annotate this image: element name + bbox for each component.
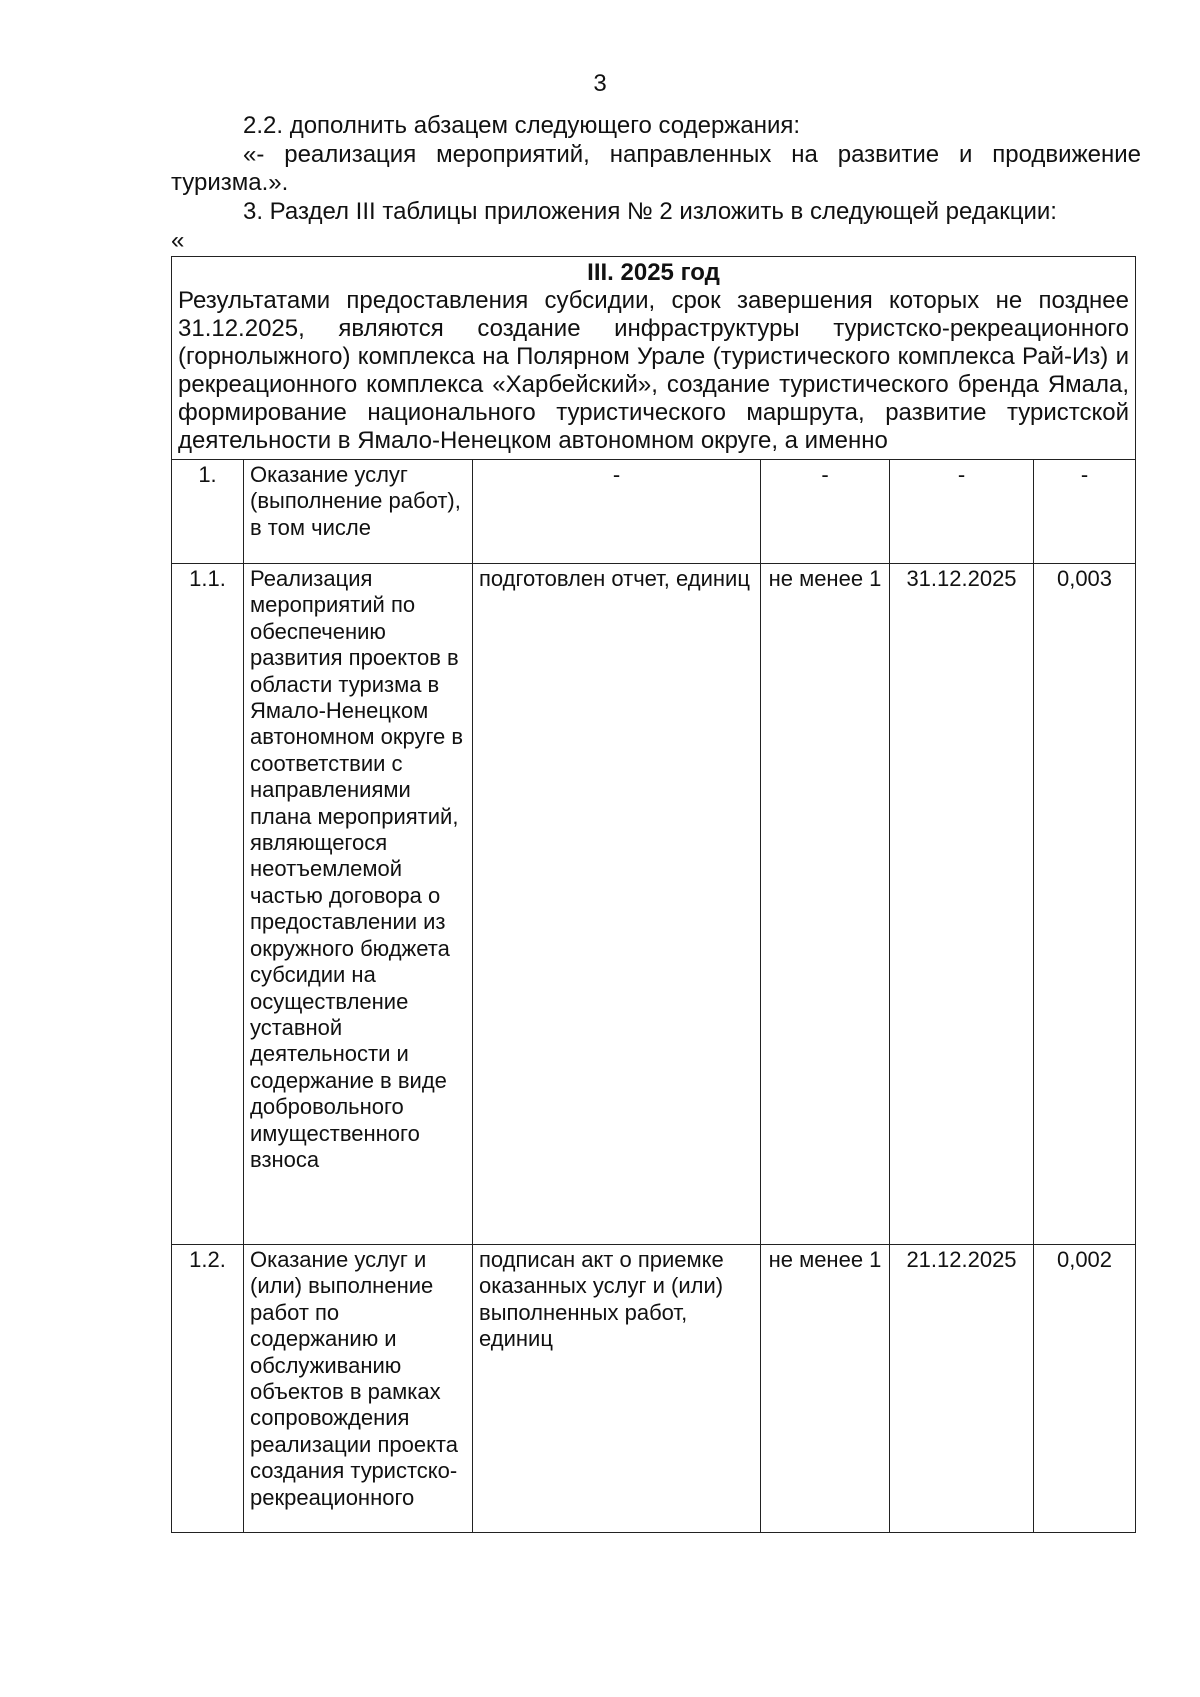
table-row (172, 564, 1136, 1245)
row-number: 1.1. (172, 564, 244, 1245)
row-amount: 0,002 (1034, 1245, 1136, 1533)
table-row (172, 460, 1136, 564)
row-number: 1. (172, 460, 244, 564)
section-header-row (172, 257, 1136, 460)
row-date: 31.12.2025 (890, 564, 1034, 1245)
row-name: Реализация мероприятий по обеспечению развития проектов в области туризма в Ямало-Ненецком автономном округе в соответствии с направлениями плана мероприятий, являющегося неотъемлемой частью договора о предоставлении из окружного бюджета субсидии на осуществление уставной деятельности и содержание в виде добровольного имущественного взноса (244, 564, 473, 1245)
opening-quote: « (171, 226, 185, 254)
row-result: - (473, 460, 761, 564)
page-number: 3 (593, 70, 607, 97)
row-result: подготовлен отчет, единиц (473, 564, 761, 1245)
paragraph: 3. Раздел III таблицы приложения № 2 изложить в следующей редакции: (243, 198, 1057, 226)
row-result: подписан акт о приемке оказанных услуг и (или) выполненных работ, единиц (473, 1245, 761, 1533)
paragraph: «- реализация мероприятий, направленных на развитие и продвижение туризма.». (171, 140, 1141, 197)
document-body (171, 112, 1141, 256)
section-title: III. 2025 год (587, 259, 720, 286)
section-text: Результатами предоставления субсидии, срок завершения которых не позднее 31.12.2025, являются создание инфраструктуры туристско-рекреационного (горнолыжного) комплекса на Полярном Урале (туристического комплекса Рай-Из) и рекреационного комплекса «Харбейский», создание туристического бренда Ямала, формирование национального туристического маршрута, развитие туристской деятельности в Ямало-Ненецком автономном округе, а именно (178, 287, 1130, 454)
section-header-cell (172, 257, 1136, 460)
row-amount: - (1034, 460, 1136, 564)
table-row (172, 1245, 1136, 1533)
row-value: не менее 1 (761, 564, 890, 1245)
row-amount: 0,003 (1034, 564, 1136, 1245)
row-date: 21.12.2025 (890, 1245, 1034, 1533)
row-date: - (890, 460, 1034, 564)
row-name: Оказание услуг и (или) выполнение работ по содержанию и обслуживанию объектов в рамках сопровождения реализации проекта создания туристско-рекреационного (244, 1245, 473, 1533)
paragraph: 2.2. дополнить абзацем следующего содержания: (243, 112, 801, 139)
row-value: - (761, 460, 890, 564)
row-value: не менее 1 (761, 1245, 890, 1533)
row-name: Оказание услуг (выполнение работ), в том числе (244, 460, 473, 564)
row-number: 1.2. (172, 1245, 244, 1533)
results-table (171, 256, 1136, 1533)
